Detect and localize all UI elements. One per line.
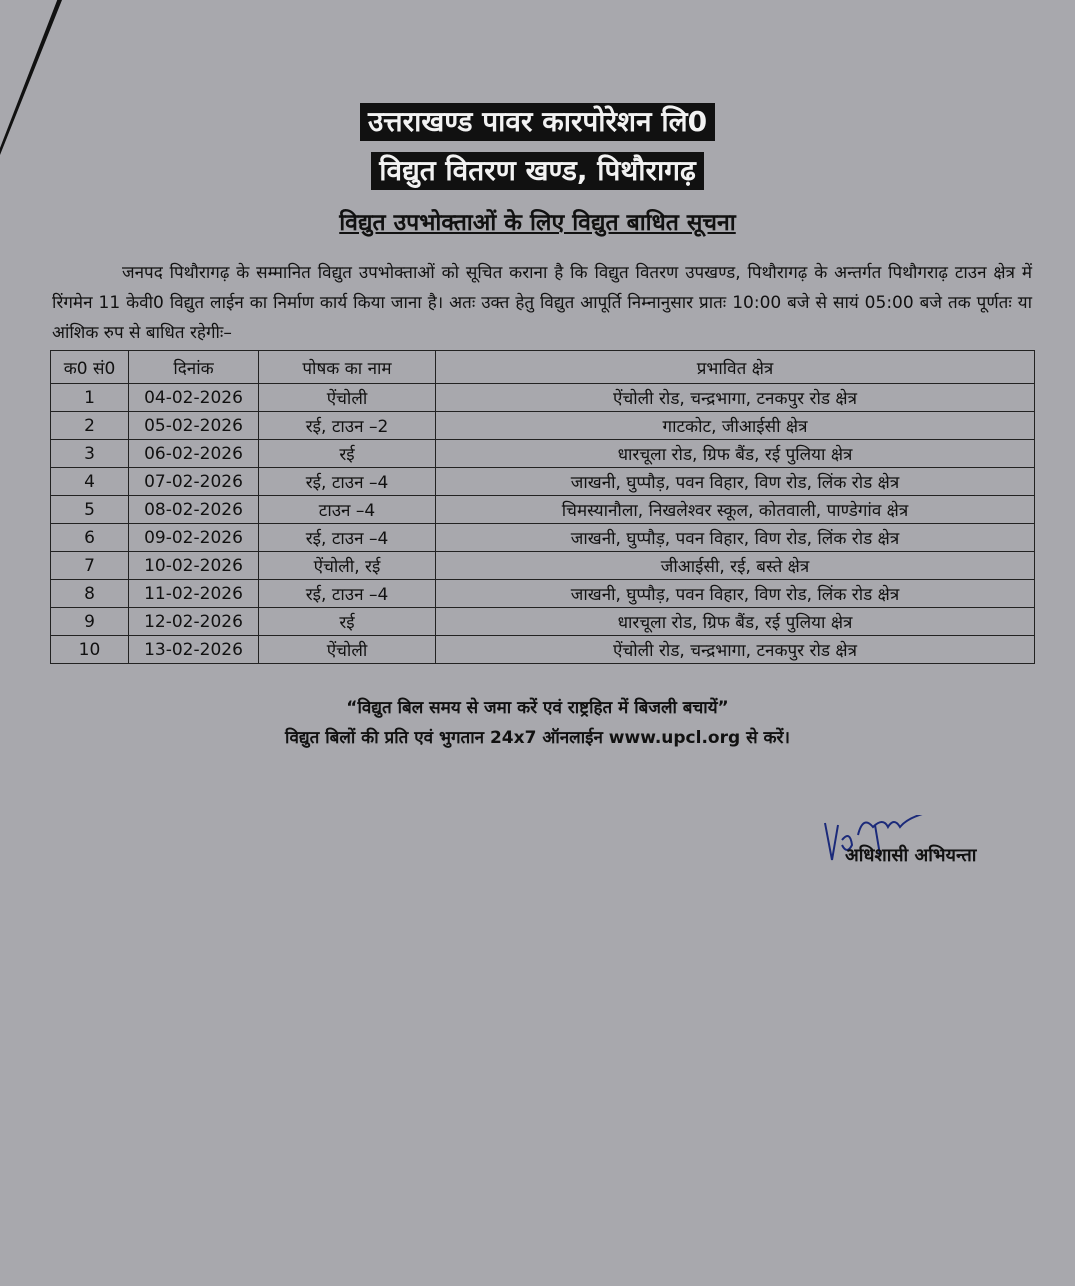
division-name: विद्युत वितरण खण्ड, पिथौरागढ़ [371, 152, 704, 190]
serial-cell: 9 [51, 608, 129, 636]
serial-cell: 2 [51, 412, 129, 440]
division-title [0, 152, 1075, 190]
serial-cell: 4 [51, 468, 129, 496]
date-cell: 12-02-2026 [129, 608, 259, 636]
table-row [51, 524, 1035, 552]
table-row [51, 636, 1035, 664]
area-cell: धारचूला रोड, ग्रिफ बैंड, रई पुलिया क्षेत्र [436, 608, 1035, 636]
date-cell: 13-02-2026 [129, 636, 259, 664]
area-cell: चिमस्यानौला, निखलेश्वर स्कूल, कोतवाली, पाण्डेगांव क्षेत्र [436, 496, 1035, 524]
date-cell: 08-02-2026 [129, 496, 259, 524]
serial-cell: 1 [51, 384, 129, 412]
slogan: “विद्युत बिल समय से जमा करें एवं राष्ट्रहित में बिजली बचायें” [346, 698, 729, 718]
feeder-cell: रई [259, 440, 436, 468]
online-payment-note: विद्युत बिलों की प्रति एवं भुगतान 24x7 ऑनलाईन www.upcl.org से करें। [285, 728, 790, 748]
feeder-cell: रई [259, 608, 436, 636]
area-cell: जीआईसी, रई, बस्ते क्षेत्र [436, 552, 1035, 580]
outage-schedule-table [50, 350, 1035, 664]
signatory-designation: अधिशासी अभियन्ता [845, 845, 977, 866]
column-header: क0 सं0 [51, 351, 129, 384]
serial-cell: 7 [51, 552, 129, 580]
feeder-cell: रई, टाउन –4 [259, 524, 436, 552]
table-row [51, 384, 1035, 412]
date-cell: 10-02-2026 [129, 552, 259, 580]
feeder-cell: रई, टाउन –2 [259, 412, 436, 440]
table-row [51, 468, 1035, 496]
area-cell: ऐंचोली रोड, चन्द्रभागा, टनकपुर रोड क्षेत्र [436, 636, 1035, 664]
date-cell: 04-02-2026 [129, 384, 259, 412]
table-row [51, 608, 1035, 636]
notice-subtitle-text: विद्युत उपभोक्ताओं के लिए विद्युत बाधित सूचना [339, 210, 736, 236]
serial-cell: 6 [51, 524, 129, 552]
area-cell: गाटकोट, जीआईसी क्षेत्र [436, 412, 1035, 440]
feeder-cell: रई, टाउन –4 [259, 580, 436, 608]
table-row [51, 412, 1035, 440]
date-cell: 05-02-2026 [129, 412, 259, 440]
date-cell: 11-02-2026 [129, 580, 259, 608]
org-name: उत्तराखण्ड पावर कारपोरेशन लि0 [360, 103, 715, 141]
serial-cell: 3 [51, 440, 129, 468]
area-cell: जाखनी, घुप्पौड़, पवन विहार, विण रोड, लिंक रोड क्षेत्र [436, 524, 1035, 552]
column-header: प्रभावित क्षेत्र [436, 351, 1035, 384]
table-header-row [51, 351, 1035, 384]
feeder-cell: ऐंचोली, रई [259, 552, 436, 580]
serial-cell: 8 [51, 580, 129, 608]
table-row [51, 440, 1035, 468]
notice-paragraph: जनपद पिथौरागढ़ के सम्मानित विद्युत उपभोक्ताओं को सूचित कराना है कि विद्युत वितरण उपखण्ड, पिथौरागढ़ के अन्तर्गत पिथौगराढ़ टाउन क्षेत्र में रिंगमेन 11 केवी0 विद्युत लाईन का निर्माण कार्य किया जाना है। अतः उक्त हेतु विद्युत आपूर्ति निम्नानुसार प्रातः 10:00 बजे से सायं 05:00 बजे तक पूर्णतः या आंशिक रुप से बाधित रहेगीः– [52, 263, 1032, 343]
column-header: पोषक का नाम [259, 351, 436, 384]
area-cell: धारचूला रोड, ग्रिफ बैंड, रई पुलिया क्षेत्र [436, 440, 1035, 468]
org-title [0, 103, 1075, 141]
area-cell: जाखनी, घुप्पौड़, पवन विहार, विण रोड, लिंक रोड क्षेत्र [436, 580, 1035, 608]
feeder-cell: टाउन –4 [259, 496, 436, 524]
feeder-cell: ऐंचोली [259, 636, 436, 664]
notice-subtitle [0, 205, 1075, 237]
table-row [51, 552, 1035, 580]
serial-cell: 5 [51, 496, 129, 524]
table-row [51, 496, 1035, 524]
table-row [51, 580, 1035, 608]
area-cell: जाखनी, घुप्पौड़, पवन विहार, विण रोड, लिंक रोड क्षेत्र [436, 468, 1035, 496]
serial-cell: 10 [51, 636, 129, 664]
feeder-cell: रई, टाउन –4 [259, 468, 436, 496]
date-cell: 07-02-2026 [129, 468, 259, 496]
date-cell: 06-02-2026 [129, 440, 259, 468]
area-cell: ऐंचोली रोड, चन्द्रभागा, टनकपुर रोड क्षेत्र [436, 384, 1035, 412]
feeder-cell: ऐंचोली [259, 384, 436, 412]
date-cell: 09-02-2026 [129, 524, 259, 552]
column-header: दिनांक [129, 351, 259, 384]
